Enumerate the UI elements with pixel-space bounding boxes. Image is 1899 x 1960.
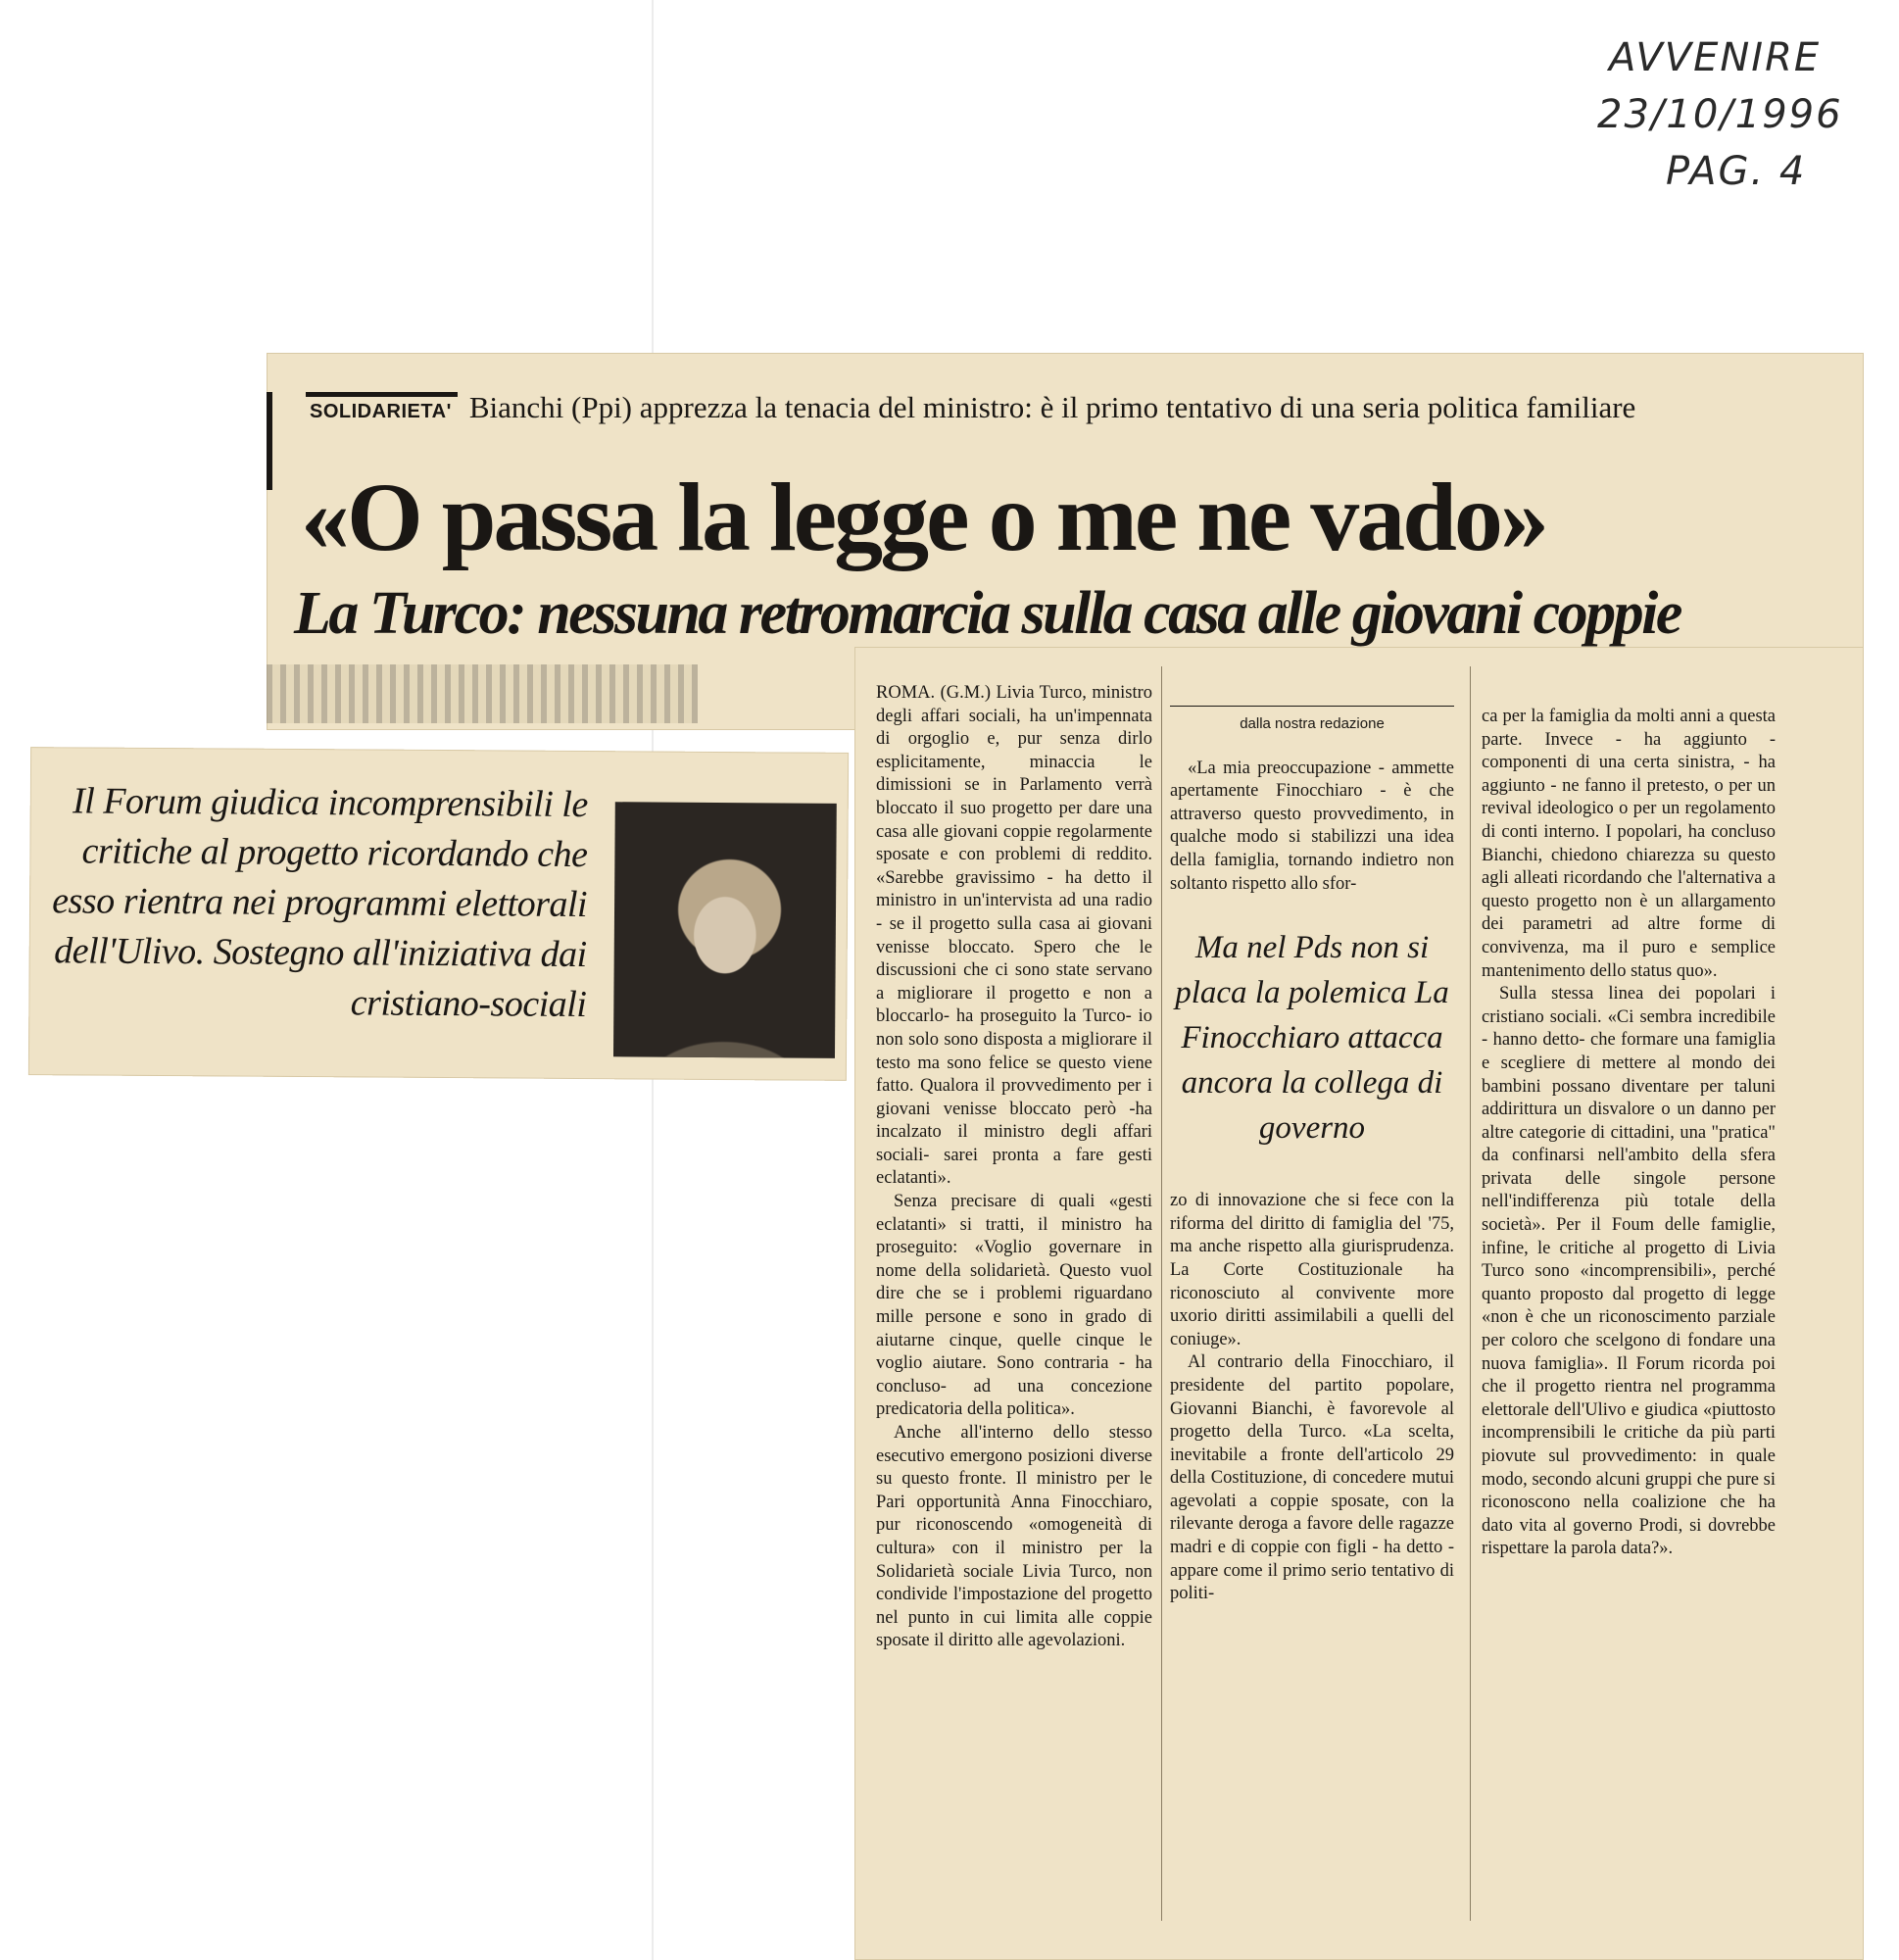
dateline: dalla nostra redazione (1170, 706, 1454, 736)
annotation-date: 23/10/1996 (1597, 92, 1843, 137)
paragraph: Al contrario della Finocchiaro, il presidente del partito popolare, Giovanni Bianchi, è favorevole al progetto della Turco. «La scelta, inevitabile a fronte dell'articolo 29 della Costituzione, di concedere mutui agevolati a coppie sposate, con la rilevante deroga a favore delle ragazze madri e di coppie con figli - ha detto - appare come il primo serio tentativo di politi- (1170, 1352, 1454, 1604)
handwritten-annotation (1597, 29, 1891, 200)
article-column-3 (1482, 706, 1776, 1561)
bleed-through-print (267, 664, 698, 723)
kicker (306, 390, 1635, 425)
article-column-2 (1170, 706, 1454, 1606)
paragraph: Anche all'interno dello stesso esecutivo emergono posizioni diverse su questo fronte. Il ministro per le Pari opportunità Anna Finocchiaro, pur riconoscendo «omogeneità di cultura» con il ministro per la Solidarietà sociale Livia Turco, non condivide l'impostazione del progetto nel punto in cui limita alle coppie sposate il diritto alle agevolazioni. (876, 1423, 1152, 1651)
pull-quote: Ma nel Pds non si placa la polemica La Finocchiaro attacca ancora la collega di governo (1175, 930, 1449, 1147)
paragraph: Senza precisare di quali «gesti eclatanti» si tratti, il ministro ha proseguito: «Voglio governare in nome della solidarietà. Questo vuol dire che se i problemi riguardano mille persone e sono in grado di aiutarne cinque, quelle cinque le voglio aiutare. Sono contraria - ha concluso- ad una concezione predicatoria della politica». (876, 1192, 1152, 1420)
column-divider (1161, 666, 1162, 1921)
sidebar-summary: Il Forum giudica incomprensibili le critiche al progetto ricordando che esso rientra nei programmi elettorali dell'Ulivo. Sostegno all'iniziativa dai cristiano-sociali (52, 780, 588, 1026)
column-divider (1470, 666, 1471, 1921)
left-rule (267, 392, 272, 490)
paragraph: «La mia preoccupazione - ammette apertamente Finocchiaro - è che attraverso questo provvedimento, in qualche modo si stabilizzi una idea della famiglia, tornando indietro non soltanto rispetto allo sfor- (1170, 758, 1454, 894)
sidebar-clipping (28, 747, 849, 1081)
subheadline: La Turco: nessuna retromarcia sulla casa alle giovani coppie (294, 580, 1680, 647)
paragraph: ca per la famiglia da molti anni a questa parte. Invece - ha aggiunto - componenti di una certa sinistra, - ha aggiunto - ne fanno il pretesto, o per un revival ideologico o per un regolamento di conti interno. I popolari, ha concluso Bianchi, chiedono chiarezza su questo agli alleati ricordando che l'alternativa a questo progetto non è un allargamento dei parametri ad altre forme di convivenza, ma il puro e semplice mantenimento dello status quo». (1482, 707, 1776, 981)
body-clipping (854, 647, 1864, 1960)
paragraph: ROMA. (G.M.) Livia Turco, ministro degli affari sociali, ha un'impennata di orgoglio e, pur senza dirlo esplicitamente, minaccia le dimissioni se in Parlamento verrà bloccato il suo progetto per dare una casa alle giovani coppie regolarmente sposate e con problemi di reddito. «Sarebbe gravissimo - ha detto il ministro in un'intervista ad una radio - se il progetto sulla casa ai giovani venisse bloccato. Spero che le discussioni che ci sono state servano a migliorare il progetto e non a bloccarlo- ha proseguito la Turco- io non solo sono disposta a migliorare il testo ma sono felice se questo viene fatto. Qualora il provvedimento per i giovani venisse bloccato però -ha incalzato il ministro degli affari sociali- sarei pronta a fare gesti eclatanti». (876, 683, 1152, 1189)
annotation-page: PAG. 4 (1666, 149, 1807, 194)
portrait-photo-icon (613, 802, 837, 1058)
section-tag: SOLIDARIETA' (306, 392, 458, 423)
kicker-text: Bianchi (Ppi) apprezza la tenacia del ministro: è il primo tentativo di una seria politica familiare (468, 390, 1636, 424)
headline: «O passa la legge o me ne vado» (301, 463, 1546, 571)
annotation-newspaper: AVVENIRE (1609, 35, 1822, 80)
paragraph: zo di innovazione che si fece con la riforma del diritto di famiglia del '75, ma anche rispetto alla giurisprudenza. La Corte Costituzionale ha riconosciuto al convivente more uxorio diritti assimilabili a quelli del coniuge». (1170, 1191, 1454, 1349)
paragraph: Sulla stessa linea dei popolari i cristiano sociali. «Ci sembra incredibile - hanno detto- che formare una famiglia e scegliere di mettere al mondo dei bambini possano diventare per taluni addirittura un disvalore o un danno per altre categorie di cittadini, una "pratica" da confinarsi nell'ambito della sfera privata delle singole persone nell'indifferenza più totale della società». Per il Foum delle famiglie, infine, le critiche al progetto di Livia Turco sono «incomprensibili», perché quanto proposto dal progetto di legge «non è che un riconoscimento parziale per coloro che scelgono di fondare una nuova famiglia». Il Forum ricorda poi che il progetto rientra nel programma elettorale dell'Ulivo e giudica «piuttosto incomprensibili le critiche da più parti piovute sul provvedimento: in quale modo, secondo alcuni gruppi che pure si riconoscono nella coalizione che ha dato vita al governo Prodi, si dovrebbe rispettare la parola data?». (1482, 984, 1776, 1559)
article-column-1 (876, 682, 1152, 1653)
